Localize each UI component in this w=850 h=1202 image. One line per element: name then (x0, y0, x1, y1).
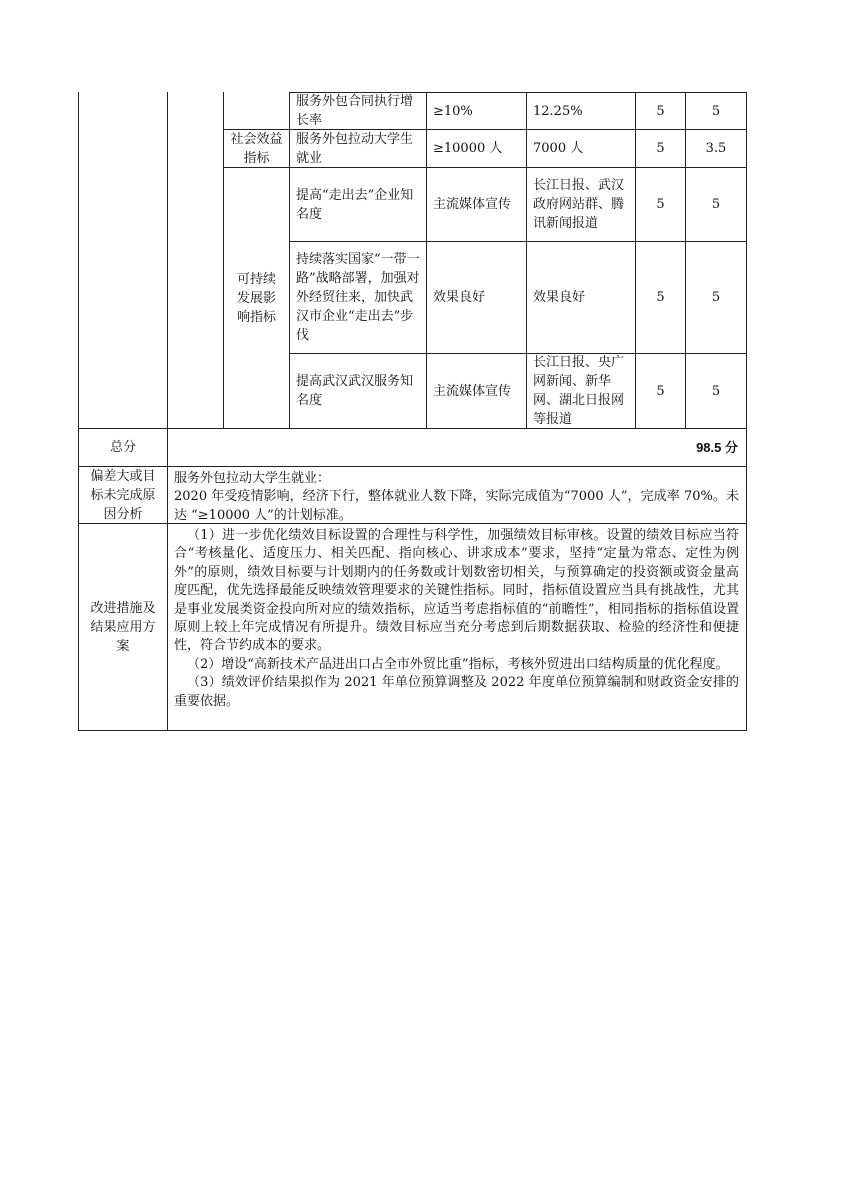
deviation-line: 2020 年受疫情影响，经济下行，整体就业人数下降，实际完成值为“7000 人”，完成率 70%。未达 “≥10000 人”的计划标准。 (174, 489, 739, 523)
improvement-label: 改进措施及结果应用方案 (90, 600, 156, 654)
actual-cell: 7000 人 (533, 141, 584, 156)
weight-cell: 5 (656, 141, 665, 156)
deviation-analysis (174, 470, 739, 525)
target-cell: ≥10% (433, 103, 473, 119)
target-cell: ≥10000 人 (433, 141, 503, 156)
score-cell: 5 (711, 197, 721, 212)
improvement-paragraph: （2）增设“高新技术产品进出口占全市外贸比重”指标，考核外贸进出口结构质量的优化程度。 (187, 656, 729, 672)
weight-cell: 5 (656, 383, 665, 399)
indicator-cell: 提高“走出去”企业知名度 (296, 187, 414, 222)
indicator-cell: 提高武汉武汉服务知名度 (296, 374, 414, 408)
total-label: 总分 (109, 440, 136, 455)
indicator-cell: 服务外包合同执行增长率 (296, 94, 414, 128)
actual-cell: 长江日报、武汉政府网站群、腾讯新闻报道 (533, 178, 625, 231)
actual-cell: 长江日报、央广网新闻、新华网、湖北日报网等报道 (533, 355, 625, 427)
category-cell: 社会效益指标 (230, 131, 283, 166)
target-cell: 主流媒体宣传 (433, 383, 512, 399)
indicator-cell: 服务外包拉动大学生就业 (296, 131, 414, 166)
weight-cell: 5 (656, 103, 665, 119)
actual-cell: 效果良好 (533, 290, 586, 305)
score-cell: 3.5 (705, 141, 727, 156)
score-cell: 5 (711, 383, 721, 399)
improvement-paragraph: （1）进一步优化绩效目标设置的合理性与科学性，加强绩效目标审核。设置的绩效目标应当符合“考核量化、适度压力、相关匹配、指向核心、讲求成本”要求，坚持“定量为常态、定性为例外”的原则，绩效目标要与计划期内的任务数或计划数密切相关，与预算确定的投资额或资金量高度匹配，优先选择最能反映绩效管理要求的关键性指标。同时，指标值设置应当具有挑战性，尤其是事业发展类资金投向所对应的绩效指标，应适当考虑指标值的“前瞻性”，相同指标的指标值设置原则上较上年完成情况有所提升。绩效目标应当充分考虑到后期数据获取、检验的经济性和便捷性，符合节约成本的要求。 (174, 528, 739, 654)
total-score: 98.5 分 (696, 440, 738, 455)
category-cell: 可持续发展影响指标 (236, 271, 276, 325)
indicator-cell: 持续落实国家“一带一路”战略部署，加强对外经贸往来，加快武汉市企业“走出去”步伐 (296, 252, 420, 343)
score-cell: 5 (711, 290, 721, 305)
deviation-line: 服务外包拉动大学生就业： (174, 471, 331, 486)
actual-cell: 12.25% (533, 103, 583, 119)
score-cell: 5 (711, 103, 721, 119)
deviation-label: 偏差大或目标未完成原因分析 (90, 468, 156, 522)
weight-cell: 5 (656, 290, 665, 305)
improvement-measures (174, 527, 739, 711)
weight-cell: 5 (656, 197, 665, 212)
target-cell: 效果良好 (433, 290, 486, 305)
improvement-paragraph: （3）绩效评价结果拟作为 2021 年单位预算调整及 2022 年度单位预算编制和财政资金安排的重要依据。 (174, 675, 739, 709)
target-cell: 主流媒体宣传 (433, 197, 512, 212)
